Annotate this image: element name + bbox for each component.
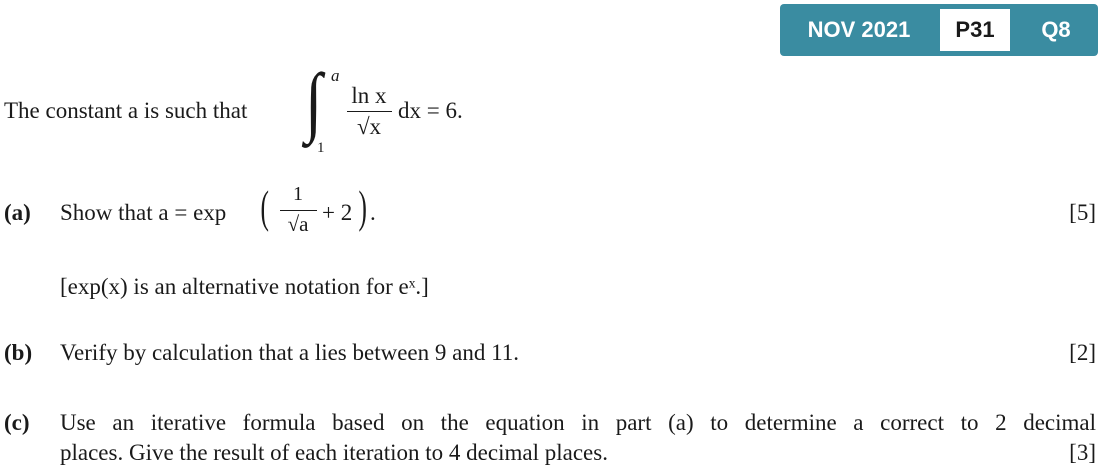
part-a-marks: [5] [1069,200,1096,225]
question-tag-bar [780,4,1098,56]
right-paren: ) [358,181,367,232]
part-a-note: [exp(x) is an alternative notation for eˣ.] [60,274,429,299]
part-a-period: . [370,200,376,225]
part-b-marks: [2] [1069,340,1096,365]
integrand-fraction-bar [347,111,392,112]
question-intro: The constant a is such that [4,98,248,123]
part-c-marks: [3] [1069,440,1096,465]
part-c-label: (c) [4,410,30,435]
part-b-label: (b) [4,340,33,365]
left-paren: ( [260,181,269,232]
integrand-numerator: ln x [351,83,387,108]
session-tag: NOV 2021 [807,17,911,42]
integral-tail: dx = 6. [398,98,463,123]
paper-tag: P31 [940,9,1010,51]
integral-lower-limit: 1 [317,140,325,156]
part-a-text: Show that a = exp [60,200,227,225]
part-c-line-2: places. Give the result of each iteration to 4 decimal places. [60,440,608,465]
part-b-text: Verify by calculation that a lies between 9 and 11. [60,340,519,365]
part-a-frac-denominator: √a [287,212,309,236]
integrand-denominator: √x [356,114,382,139]
part-a-label: (a) [4,200,31,225]
integral-upper-limit: a [331,66,340,85]
part-a-frac-numerator: 1 [293,183,303,205]
integral-sign: ∫ [305,57,323,144]
part-a-plus-two: + 2 [322,200,353,225]
question-number-tag: Q8 [1041,17,1071,42]
part-c-line-1: Use an iterative formula based on the equation in part (a) to determine a correct to 2 decimal [60,410,1096,435]
